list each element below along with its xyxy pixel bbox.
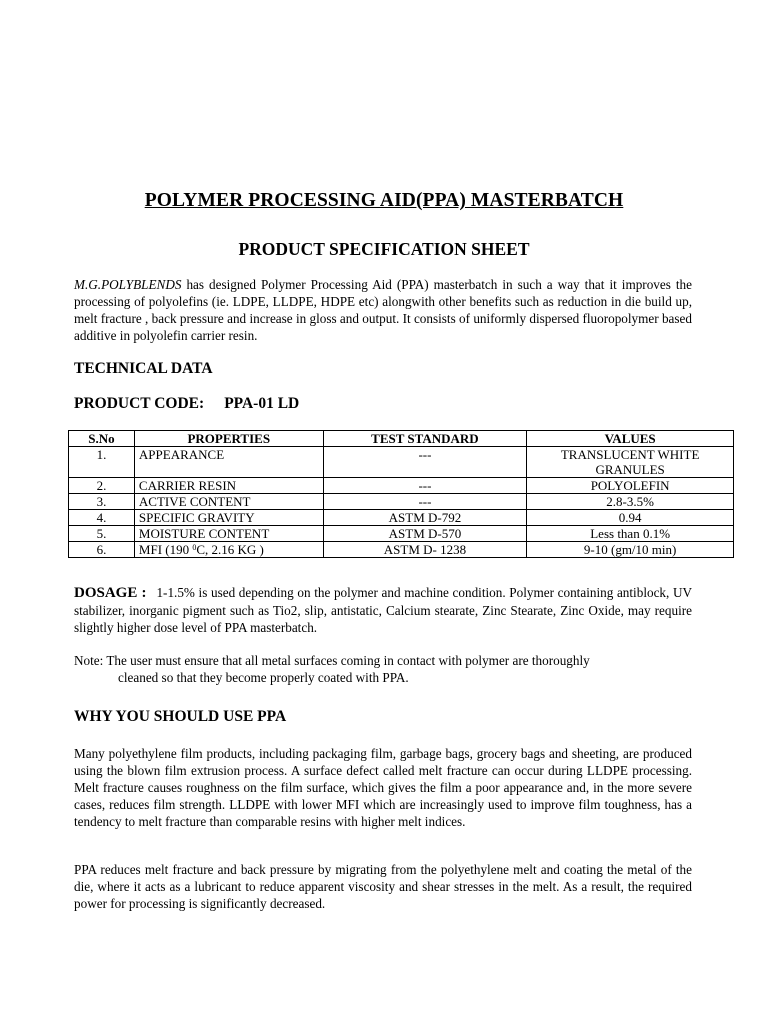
cell-value: POLYOLEFIN	[527, 478, 734, 494]
table-row	[69, 478, 734, 494]
dosage-text: 1-1.5% is used depending on the polymer and machine condition. Polymer containing antiblock, UV stabilizer, inorganic pigment such as Tio2, slip, antistatic, Calcium stearate, Zinc Stearate, Zinc Oxide, may require slightly higher dose level of PPA masterbatch.	[74, 585, 693, 635]
cell-standard: ---	[323, 494, 527, 510]
cell-sno: 4.	[69, 510, 135, 526]
product-code-line	[74, 395, 299, 413]
intro-paragraph	[74, 276, 692, 344]
product-code-value: PPA-01 LD	[224, 395, 300, 412]
document-title: POLYMER PROCESSING AID(PPA) MASTERBATCH	[144, 190, 624, 211]
cell-property: SPECIFIC GRAVITY	[134, 510, 323, 526]
cell-sno: 2.	[69, 478, 135, 494]
mfi-suffix: C, 2.16 KG )	[196, 542, 264, 557]
note-line-2: cleaned so that they become properly coated with PPA.	[118, 670, 409, 685]
mfi-prefix: MFI (190	[138, 542, 193, 557]
table-row	[69, 510, 734, 526]
cell-sno: 6.	[69, 542, 135, 558]
why-paragraph-2: PPA reduces melt fracture and back pressure by migrating from the polyethylene melt and coating the metal of the die, where it acts as a lubricant to reduce apparent viscosity and shear stresses in the melt. As a result, the required power for processing is significantly decreased.	[74, 862, 692, 911]
dosage-label: DOSAGE :	[74, 585, 147, 601]
table-row	[69, 447, 734, 478]
cell-property: MOISTURE CONTENT	[134, 526, 323, 542]
cell-standard: ---	[323, 447, 527, 478]
table-row	[69, 494, 734, 510]
note-paragraph	[74, 652, 692, 686]
document-subtitle: PRODUCT SPECIFICATION SHEET	[238, 239, 530, 259]
why-paragraph-1: Many polyethylene film products, including packaging film, garbage bags, grocery bags and sheeting, are produced using the blown film extrusion process. A surface defect called melt fracture can occur during LLDPE processing. Melt fracture causes roughness on the film surface, which gives the film a poor appearance and, in the more severe cases, reduces film strength. LLDPE with lower MFI which are increasingly used to improve film toughness, has a tendency to melt fracture than comparable resins with higher melt indices.	[74, 746, 692, 829]
cell-sno: 1.	[69, 447, 135, 478]
table-row	[69, 542, 734, 558]
cell-property: ACTIVE CONTENT	[134, 494, 323, 510]
column-header-test-standard: TEST STANDARD	[323, 431, 527, 447]
cell-value: 9-10 (gm/10 min)	[527, 542, 734, 558]
technical-data-heading: TECHNICAL DATA	[74, 360, 213, 377]
degree-superscript: 0	[192, 543, 197, 552]
technical-data-table	[68, 430, 734, 558]
company-name: M.G.POLYBLENDS	[74, 277, 182, 292]
cell-value: Less than 0.1%	[527, 526, 734, 542]
column-header-properties: PROPERTIES	[134, 431, 323, 447]
cell-property	[134, 542, 323, 558]
column-header-values: VALUES	[527, 431, 734, 447]
intro-text: has designed Polymer Processing Aid (PPA) masterbatch in such a way that it improves the processing of polyolefins (ie. LDPE, LLDPE, HDPE etc) alongwith other benefits such as reduction in die build up, melt fracture , back pressure and increase in gloss and output. It consists of uniformly dispersed fluoropolymer based additive in polyolefin carrier resin.	[74, 277, 692, 343]
cell-property: CARRIER RESIN	[134, 478, 323, 494]
cell-standard: ASTM D- 1238	[323, 542, 527, 558]
cell-value: 2.8-3.5%	[527, 494, 734, 510]
cell-sno: 3.	[69, 494, 135, 510]
product-code-label: PRODUCT CODE:	[74, 395, 205, 412]
column-header-sno: S.No	[69, 431, 135, 447]
cell-value: 0.94	[527, 510, 734, 526]
cell-standard: ASTM D-570	[323, 526, 527, 542]
cell-standard: ---	[323, 478, 527, 494]
dosage-paragraph	[74, 584, 692, 636]
cell-sno: 5.	[69, 526, 135, 542]
why-use-ppa-heading: WHY YOU SHOULD USE PPA	[74, 708, 287, 725]
cell-value: TRANSLUCENT WHITE GRANULES	[527, 447, 734, 478]
cell-standard: ASTM D-792	[323, 510, 527, 526]
note-line-1: Note: The user must ensure that all metal surfaces coming in contact with polymer are thoroughly	[74, 653, 590, 668]
table-row	[69, 526, 734, 542]
table-header-row	[69, 431, 734, 447]
cell-property: APPEARANCE	[134, 447, 323, 478]
